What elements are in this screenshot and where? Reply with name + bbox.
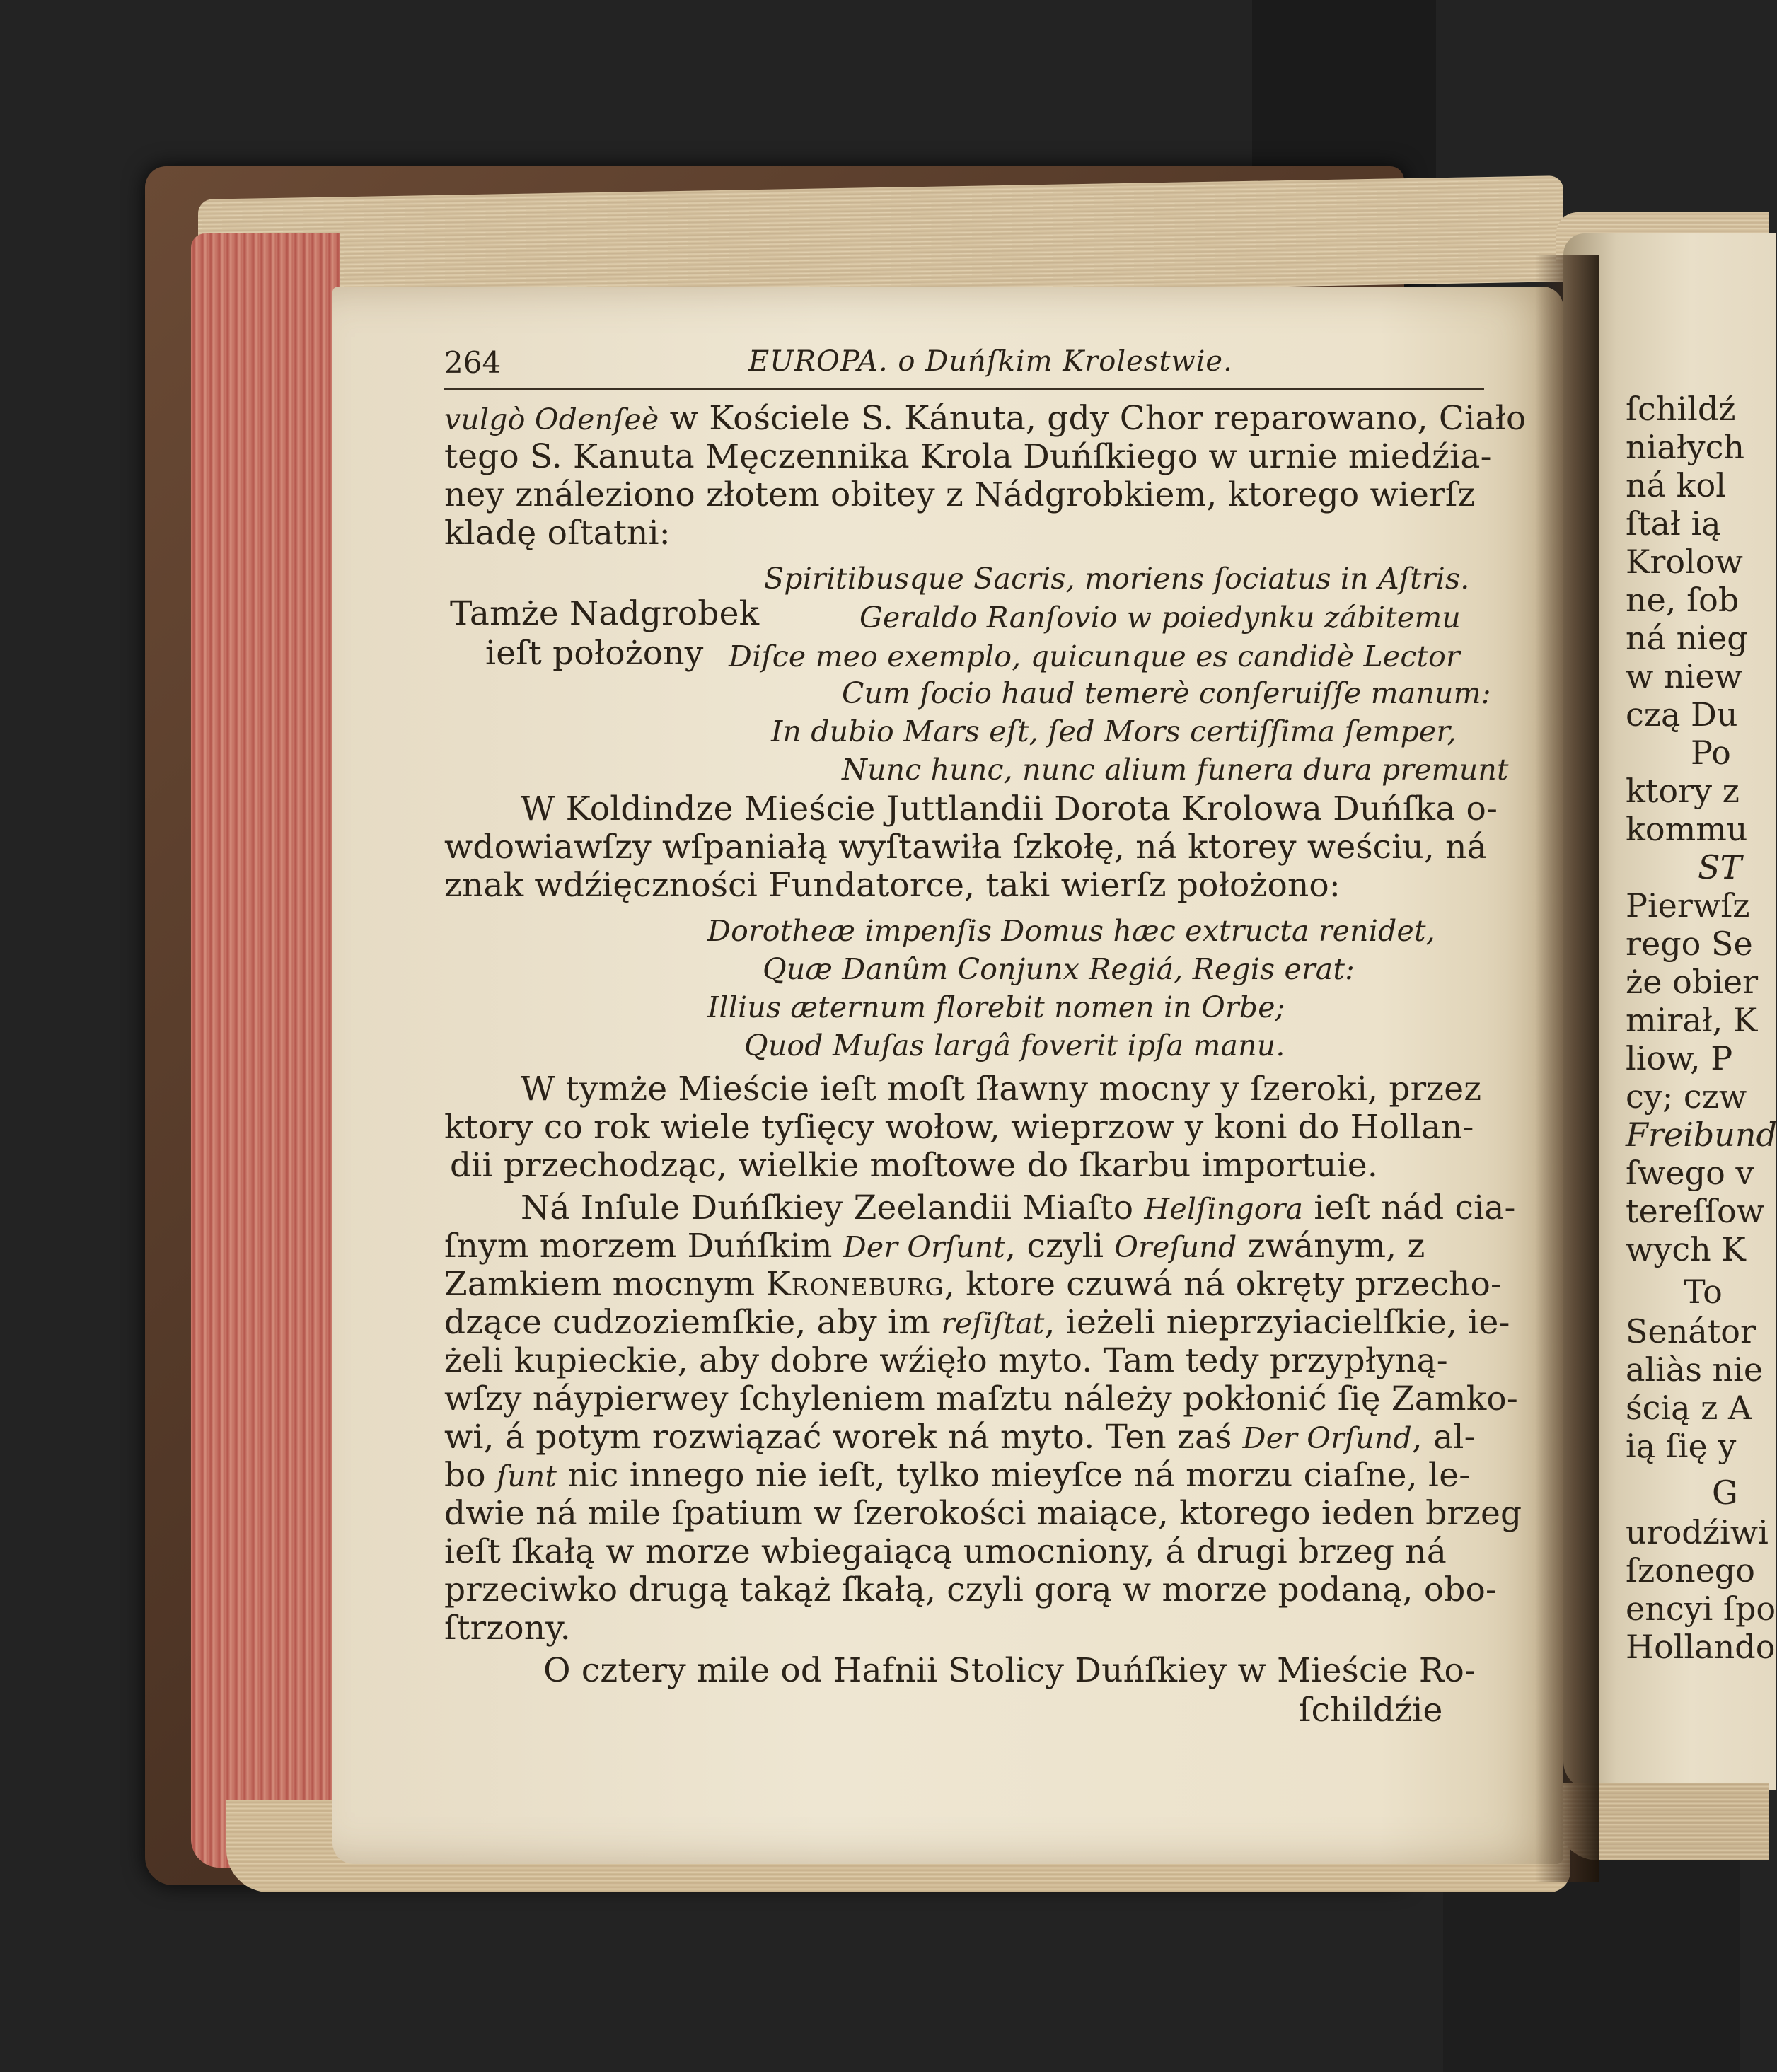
verse-line: Dorotheæ impenſis Domus hæc extructa renidet, (707, 914, 1435, 948)
text-segment: , czyli (1005, 1227, 1115, 1266)
running-head: EUROPA. o Duńſkim Krolestwie. (748, 345, 1233, 378)
text-line (444, 1419, 1476, 1457)
facing-text-line: ſwego v (1626, 1154, 1754, 1192)
text-line: żeli kupieckie, aby dobre wźięło myto. Tam tedy przypłyną- (444, 1341, 1448, 1380)
facing-text-line: ná nieg (1626, 619, 1748, 657)
text-line: ktory co rok wiele tyſięcy wołow, wieprzow y koni do Hollan- (444, 1108, 1474, 1147)
text-line (444, 400, 1526, 438)
facing-text-line: rego Se (1626, 925, 1753, 963)
page-number: 264 (444, 345, 502, 380)
verse-line: Quod Muſas largâ foverit ipſa manu. (744, 1029, 1285, 1063)
text-segment: wi, á potym rozwiązać worek ná myto. Ten zaś (444, 1418, 1243, 1457)
text-line: ieſt ſkałą w morze wbiegaiącą umocniony, á drugi brzeg ná (444, 1532, 1447, 1571)
facing-text-line: ſzonego (1626, 1551, 1755, 1590)
text-segment: , ktore czuwá ná okręty przecho- (944, 1265, 1503, 1304)
text-line: kladę oſtatni: (444, 514, 671, 552)
facing-text-line: czą Du (1626, 695, 1738, 734)
facing-text-line: Po (1691, 734, 1731, 772)
text-segment: ieſt nád cia- (1303, 1188, 1516, 1227)
facing-text-line: ST (1698, 848, 1742, 886)
facing-text-line: że obier (1626, 963, 1759, 1001)
verse-line: Spiritibusque Sacris, moriens ſociatus in Aſtris. (764, 562, 1470, 596)
verse-line: In dubio Mars eſt, ſed Mors certiſſima ſemper, (771, 714, 1457, 748)
catchword: ſchildźie (1299, 1691, 1443, 1730)
facing-text-line: Hollando (1626, 1628, 1776, 1666)
text-line: znak wdźięczności Fundatorce, taki wierſz położono: (444, 866, 1341, 905)
text-line: W tymże Mieście ieſt moſt ſławny mocny y ſzeroki, przez (521, 1070, 1482, 1109)
text-line: W Koldindze Mieście Juttlandii Dorota Krolowa Duńſka o- (521, 789, 1498, 828)
text-segment: Zamkiem mocnym (444, 1265, 766, 1304)
facing-text-line: kommu (1626, 810, 1748, 848)
text-line: ney ználeziono złotem obitey z Nádgrobkiem, ktorego wierſz (444, 475, 1476, 514)
header-rule (444, 388, 1484, 390)
text-line: wdowiawſzy wſpaniałą wyſtawiła ſzkołę, ná ktorey weściu, ná (444, 828, 1487, 867)
facing-text-line: encyi ſpo (1626, 1590, 1776, 1628)
text-segment: Ná Inſule Duńſkiey Zeelandii Miaſto (521, 1188, 1145, 1227)
margin-note-line: Tamże Nadgrobek (450, 594, 760, 633)
facing-text-line: ſtał ią (1626, 504, 1721, 543)
text-line (444, 1457, 1470, 1495)
facing-text-line: Krolow (1626, 543, 1743, 581)
text-line (444, 1304, 1510, 1342)
verse-line: Cum ſocio haud temerè conſeruiſſe manum: (842, 676, 1491, 710)
text-segment: ſnym morzem Duńſkim (444, 1227, 843, 1266)
text-segment: zwánym, z (1237, 1227, 1425, 1266)
facing-text-line: ktory z (1626, 772, 1740, 810)
text-segment: , al- (1411, 1418, 1476, 1457)
facing-text-line: To (1684, 1273, 1723, 1311)
verse-line: Nunc hunc, nunc alium funera dura premunt (842, 753, 1509, 787)
text-line (444, 1228, 1425, 1266)
italic-text: reſiſtat (941, 1307, 1045, 1341)
italic-text: vulgò Odenſeè (444, 403, 659, 436)
text-segment: dzące cudzoziemſkie, aby im (444, 1303, 942, 1342)
verse-line: Diſce meo exemplo, quicunque es candidè Lector (729, 639, 1460, 673)
facing-text-line: Senátor (1626, 1312, 1756, 1350)
text-segment: bo (444, 1456, 497, 1495)
verse-line: Quæ Danûm Conjunx Regiá, Regis erat: (763, 952, 1355, 986)
facing-text-line: mirał, K (1626, 1001, 1758, 1039)
facing-text-line: ścią z A (1626, 1389, 1752, 1427)
text-line: wſzy náypierwey ſchyleniem maſztu náleży pokłonić ſię Zamko- (444, 1379, 1518, 1418)
page-block-fore-edge (191, 233, 340, 1868)
italic-text: ſunt (496, 1459, 557, 1493)
italic-text: Der Orſund (1242, 1421, 1412, 1455)
facing-text-line: Pierwſz (1626, 886, 1750, 925)
facing-text-line: liow, P (1626, 1039, 1733, 1077)
text-segment: w Kościele S. Kánuta, gdy Chor reparowano, Ciało (659, 399, 1527, 438)
facing-text-line: G (1712, 1474, 1738, 1512)
facing-text-line: Freibund (1626, 1116, 1777, 1154)
italic-text: Geraldo Ranſovio w poiedynku zábitemu (859, 601, 1461, 635)
margin-note-line: ieſt położony (485, 634, 704, 673)
text-line: tego S. Kanuta Męczennika Krola Duńſkiego w urnie miedźia- (444, 437, 1492, 476)
text-segment: nic innego nie ieſt, tylko mieyſce ná morzu ciaſne, le- (557, 1456, 1471, 1495)
facing-text-line: ią ſię y (1626, 1427, 1737, 1465)
facing-text-line: ne, ſob (1626, 581, 1740, 619)
text-line: przeciwko drugą takąż ſkałą, czyli gorą w morze podaną, obo- (444, 1570, 1498, 1609)
facing-text-line: tereſſow (1626, 1192, 1765, 1230)
facing-text-line: aliàs nie (1626, 1350, 1764, 1389)
italic-text: Der Orſunt (843, 1230, 1006, 1264)
text-line: dii przechodząc, wielkie moſtowe do ſkarbu importuie. (450, 1146, 1378, 1185)
facing-text-line: wych K (1626, 1230, 1746, 1268)
text-line (521, 1190, 1516, 1227)
facing-text-line: niałych (1626, 428, 1745, 466)
text-line (444, 1266, 1502, 1303)
verse-line: Illius æternum florebit nomen in Orbe; (707, 990, 1285, 1024)
gutter-shadow (1535, 255, 1599, 1882)
text-line: ſtrzony. (444, 1609, 571, 1648)
text-line: dwie ná mile ſpatium w ſzerokości maiące, ktorego ieden brzeg (444, 1494, 1522, 1533)
text-line: O cztery mile od Hafnii Stolicy Duńſkiey w Mieście Ro- (543, 1651, 1476, 1690)
facing-text-line: ſchildź (1626, 390, 1736, 428)
italic-text: Helſingora (1144, 1192, 1304, 1226)
small-caps-text: Kroneburg (765, 1265, 944, 1304)
text-segment: , ieżeli nieprzyiacielſkie, ie- (1044, 1303, 1510, 1342)
verse-line (859, 598, 1461, 636)
facing-text-line: ná kol (1626, 466, 1726, 504)
facing-text-line: w niew (1626, 657, 1742, 695)
facing-text-line: cy; czw (1626, 1077, 1747, 1116)
facing-text-line: urodźiwi (1626, 1513, 1769, 1551)
page-header (444, 345, 1484, 388)
italic-text: Oreſund (1114, 1230, 1237, 1264)
